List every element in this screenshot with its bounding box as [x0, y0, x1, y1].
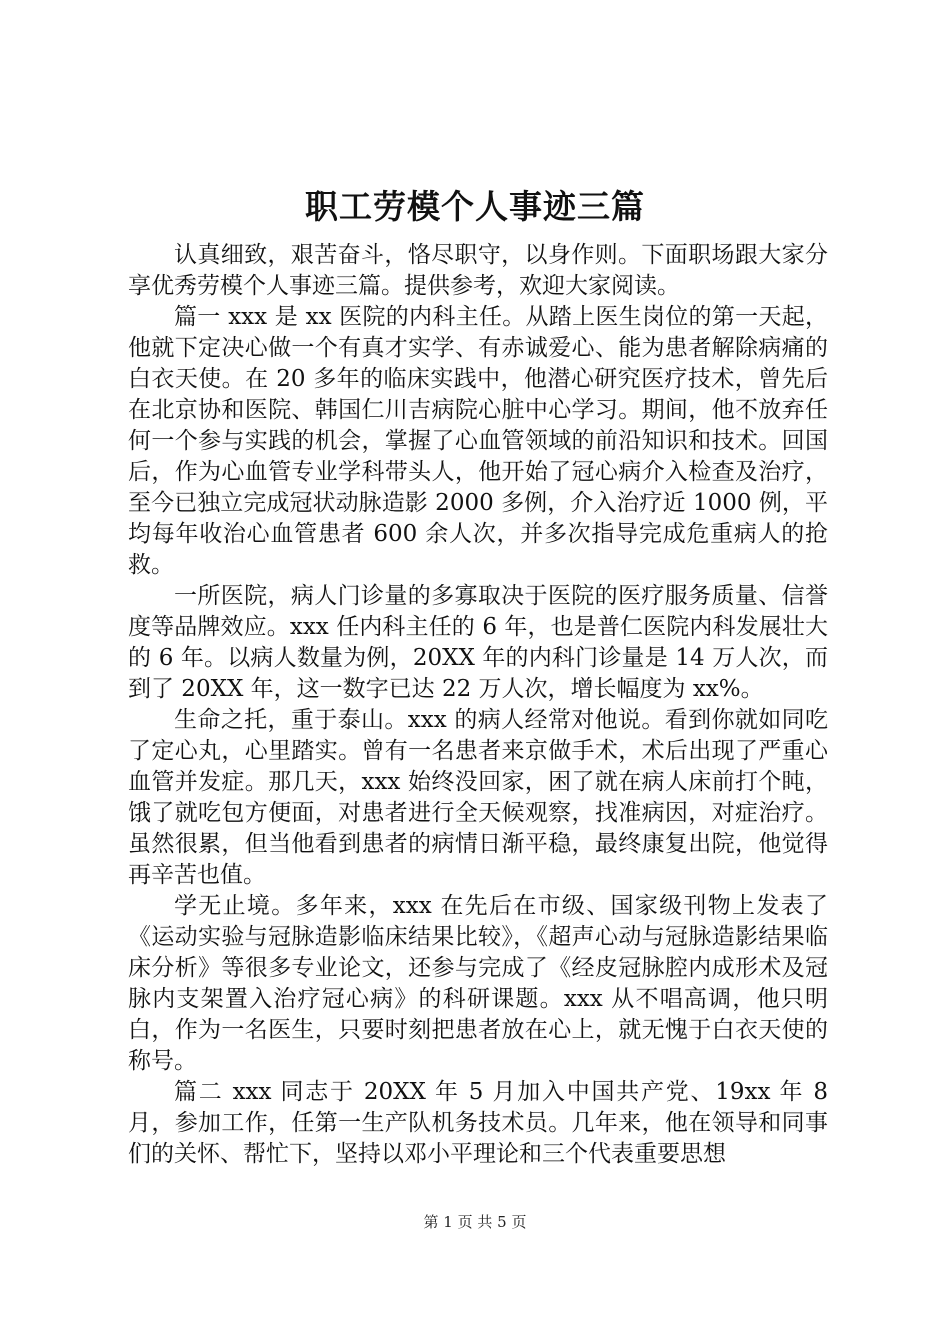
document-body [128, 240, 828, 1170]
intro-paragraph: 认真细致，艰苦奋斗，恪尽职守，以身作则。下面职场跟大家分享优秀劳模个人事迹三篇。提供参考，欢迎大家阅读。 [128, 242, 828, 299]
page-number-footer: 第 1 页 共 5 页 [423, 1213, 527, 1231]
body-paragraph: 篇二 xxx 同志于 20XX 年 5 月加入中国共产党、19xx 年 8 月，参加工作，任第一生产队机务技术员。几年来，他在领导和同事们的关怀、帮忙下，坚持以邓小平理论和三个代表重要思想 [128, 1079, 828, 1167]
body-paragraph: 生命之托，重于泰山。xxx 的病人经常对他说。看到你就如同吃了定心丸，心里踏实。曾有一名患者来京做手术，术后出现了严重心血管并发症。那几天，xxx 始终没回家，困了就在病人床前打个盹，饿了就吃包方便面，对患者进行全天候观察，找准病因，对症治疗。虽然很累，但当他看到患者的病情日渐平稳，最终康复出院，他觉得再辛苦也值。 [128, 707, 828, 888]
page-title: 职工劳模个人事迹三篇 [305, 187, 645, 226]
body-paragraph: 一所医院，病人门诊量的多寡取决于医院的医疗服务质量、信誉度等品牌效应。xxx 任内科主任的 6 年，也是普仁医院内科发展壮大的 6 年。以病人数量为例，20XX 年的内科门诊量是 14 万人次，而到了 20XX 年，这一数字已达 22 万人次，增长幅度为 xx%。 [128, 583, 828, 702]
body-paragraph: 篇一 xxx 是 xx 医院的内科主任。从踏上医生岗位的第一天起，他就下定决心做一个有真才实学、有赤诚爱心、能为患者解除病痛的白衣天使。在 20 多年的临床实践中，他潜心研究医疗技术，曾先后在北京协和医院、韩国仁川吉病院心脏中心学习。期间，他不放弃任何一个参与实践的机会，掌握了心血管领域的前沿知识和技术。回国后，作为心血管专业学科带头人，他开始了冠心病介入检查及治疗，至今已独立完成冠状动脉造影 2000 多例，介入治疗近 1000 例，平均每年收治心血管患者 600 余人次，并多次指导完成危重病人的抢救。 [128, 304, 828, 578]
body-paragraph: 学无止境。多年来，xxx 在先后在市级、国家级刊物上发表了《运动实验与冠脉造影临床结果比较》，《超声心动与冠脉造影结果临床分析》等很多专业论文，还参与完成了《经皮冠脉腔内成形术及冠脉内支架置入治疗冠心病》的科研课题。xxx 从不唱高调，他只明白，作为一名医生，只要时刻把患者放在心上，就无愧于白衣天使的称号。 [128, 893, 828, 1074]
